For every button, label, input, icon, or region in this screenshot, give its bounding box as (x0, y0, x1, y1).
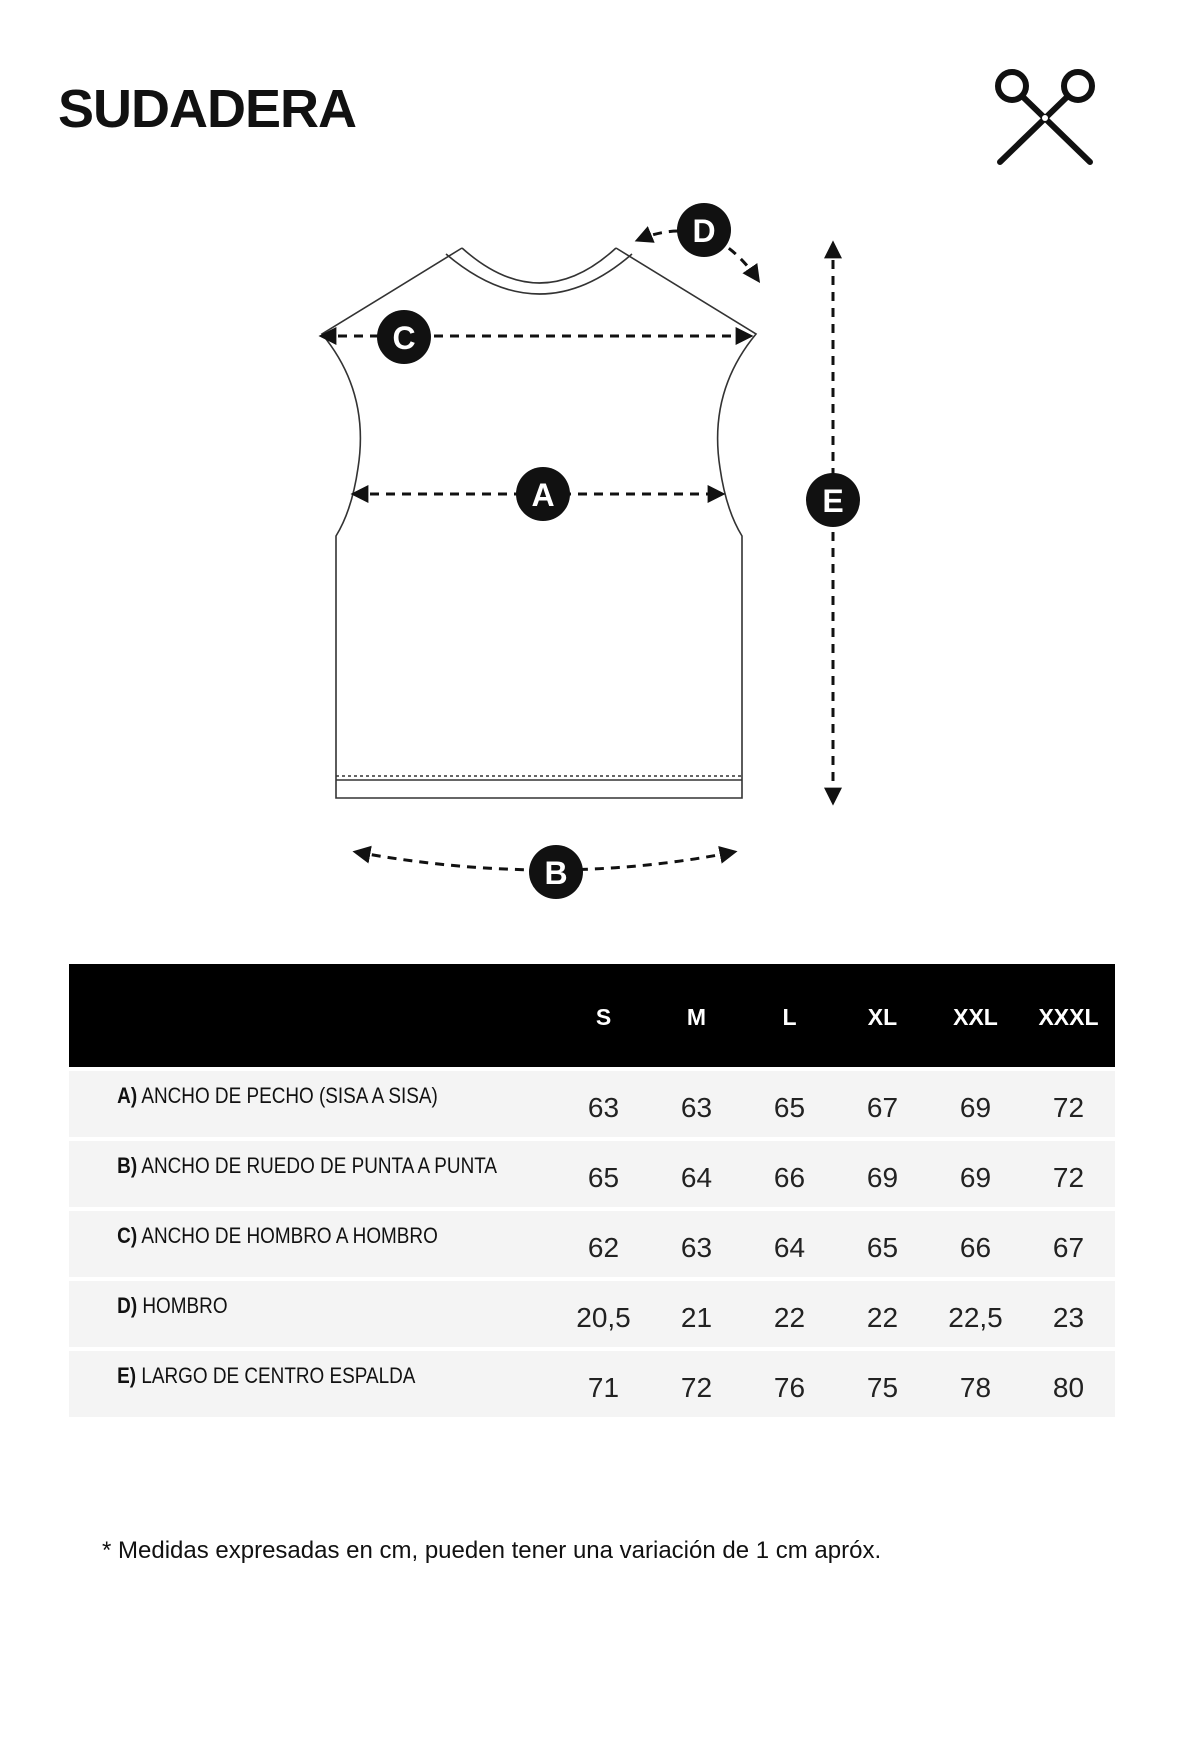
row-label: E) LARGO DE CENTRO ESPALDA (117, 1363, 416, 1388)
label-badge-b (529, 845, 583, 899)
table-cell: 65 (773, 1092, 806, 1123)
table-cell: 80 (1052, 1372, 1085, 1403)
table-cell: 69 (959, 1162, 992, 1193)
table-row (69, 1347, 1115, 1417)
table-cell: 67 (866, 1092, 899, 1123)
size-header-m: M (686, 1004, 707, 1030)
table-cell: 75 (866, 1372, 899, 1403)
row-label: C) ANCHO DE HOMBRO A HOMBRO (117, 1223, 438, 1248)
table-cell: 69 (959, 1092, 992, 1123)
label-badge-c (377, 310, 431, 364)
table-cell: 64 (773, 1232, 806, 1263)
table-cell: 22 (773, 1302, 806, 1333)
table-cell: 69 (866, 1162, 899, 1193)
table-cell: 76 (773, 1372, 806, 1403)
table-cell: 63 (680, 1232, 713, 1263)
label-a-text: A (531, 477, 555, 513)
table-row (69, 1137, 1115, 1207)
table-cell: 62 (587, 1232, 620, 1263)
size-header-xl: XL (867, 1004, 898, 1030)
size-header-l: L (782, 1004, 797, 1030)
size-header-row (69, 964, 1115, 1067)
table-cell: 22 (866, 1302, 899, 1333)
table-cell: 20,5 (576, 1302, 631, 1333)
label-d-text: D (692, 213, 716, 249)
table-row (69, 1207, 1115, 1277)
table-cell: 78 (959, 1372, 992, 1403)
label-badge-a (516, 467, 570, 521)
label-badge-d (677, 203, 731, 257)
size-header-s: S (595, 1004, 612, 1030)
table-row (69, 1067, 1115, 1137)
label-b-text: B (544, 855, 568, 891)
table-cell: 72 (1052, 1162, 1085, 1193)
table-cell: 66 (959, 1232, 992, 1263)
label-badge-e (806, 473, 860, 527)
size-table (69, 964, 1115, 1417)
table-cell: 23 (1052, 1302, 1085, 1333)
size-header-xxl: XXL (953, 1004, 998, 1030)
table-cell: 66 (773, 1162, 806, 1193)
page-title: SUDADERA (58, 79, 357, 139)
label-c-text: C (392, 320, 416, 356)
table-cell: 65 (587, 1162, 620, 1193)
table-cell: 21 (680, 1302, 713, 1333)
table-cell: 63 (680, 1092, 713, 1123)
footnote: * Medidas expresadas en cm, pueden tener una variación de 1 cm apróx. (102, 1537, 882, 1564)
table-cell: 22,5 (948, 1302, 1003, 1333)
table-row (69, 1277, 1115, 1347)
row-label: A) ANCHO DE PECHO (SISA A SISA) (117, 1083, 438, 1108)
table-cell: 72 (680, 1372, 713, 1403)
table-cell: 64 (680, 1162, 713, 1193)
label-e-text: E (822, 483, 844, 519)
row-label: B) ANCHO DE RUEDO DE PUNTA A PUNTA (117, 1153, 498, 1178)
table-cell: 72 (1052, 1092, 1085, 1123)
table-cell: 65 (866, 1232, 899, 1263)
size-header-xxxl: XXXL (1038, 1004, 1099, 1030)
table-cell: 63 (587, 1092, 620, 1123)
table-cell: 67 (1052, 1232, 1085, 1263)
row-label: D) HOMBRO (117, 1293, 228, 1318)
table-cell: 71 (587, 1372, 620, 1403)
